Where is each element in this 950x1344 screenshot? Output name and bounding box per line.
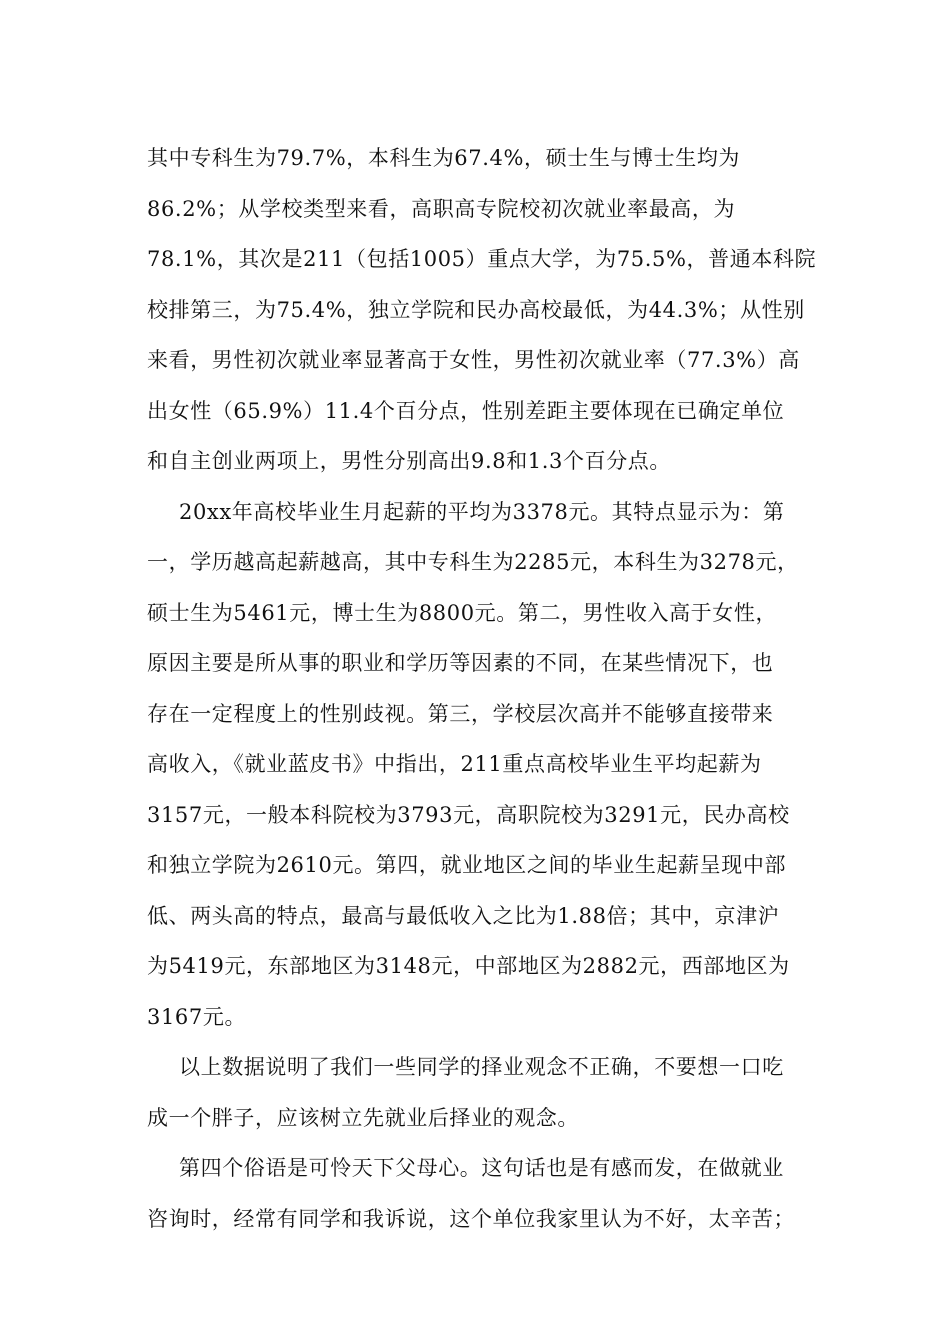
paragraph-start-line: 第四个俗语是可怜天下父母心。这句话也是有感而发，在做就业 — [179, 1156, 784, 1180]
text-line: 原因主要是所从事的职业和学历等因素的不同，在某些情况下，也 — [147, 651, 774, 675]
text-line: 其中专科生为79.7%，本科生为67.4%，硕士生与博士生均为 — [147, 146, 741, 170]
document-body — [147, 133, 817, 1244]
text-line: 校排第三，为75.4%，独立学院和民办高校最低，为44.3%；从性别 — [147, 297, 805, 322]
text-line: 一，学历越高起薪越高，其中专科生为2285元，本科生为3278元， — [147, 550, 799, 574]
text-line: 咨询时，经常有同学和我诉说，这个单位我家里认为不好，太辛苦； — [147, 1206, 795, 1231]
text-line: 3167元。 — [147, 1004, 247, 1029]
text-line: 高收入，《就业蓝皮书》中指出，211重点高校毕业生平均起薪为 — [147, 752, 762, 776]
text-line: 78.1%，其次是211（包括1005）重点大学，为75.5%，普通本科院 — [147, 247, 817, 271]
text-line: 出女性（65.9%）11.4个百分点，性别差距主要体现在已确定单位 — [147, 398, 785, 423]
paragraph-start-line: 以上数据说明了我们一些同学的择业观念不正确，不要想一口吃 — [179, 1055, 784, 1079]
text-line: 成一个胖子，应该树立先就业后择业的观念。 — [147, 1105, 579, 1130]
paragraph-start-line: 20xx年高校毕业生月起薪的平均为3378元。其特点显示为：第 — [179, 499, 785, 524]
text-line: 来看，男性初次就业率显著高于女性，男性初次就业率（77.3%）高 — [147, 348, 800, 372]
text-line: 3157元，一般本科院校为3793元，高职院校为3291元，民办高校 — [147, 802, 790, 827]
text-line: 86.2%；从学校类型来看，高职高专院校初次就业率最高，为 — [147, 196, 736, 221]
text-line: 和独立学院为2610元。第四，就业地区之间的毕业生起薪呈现中部 — [147, 853, 787, 877]
text-line: 硕士生为5461元，博士生为8800元。第二，男性收入高于女性， — [147, 600, 778, 625]
text-line: 低、两头高的特点，最高与最低收入之比为1.88倍；其中，京津沪 — [147, 903, 780, 928]
text-line: 为5419元，东部地区为3148元，中部地区为2882元，西部地区为 — [147, 954, 790, 978]
text-line: 存在一定程度上的性别歧视。第三，学校层次高并不能够直接带来 — [147, 701, 774, 726]
text-line: 和自主创业两项上，男性分别高出9.8和1.3个百分点。 — [147, 449, 671, 473]
